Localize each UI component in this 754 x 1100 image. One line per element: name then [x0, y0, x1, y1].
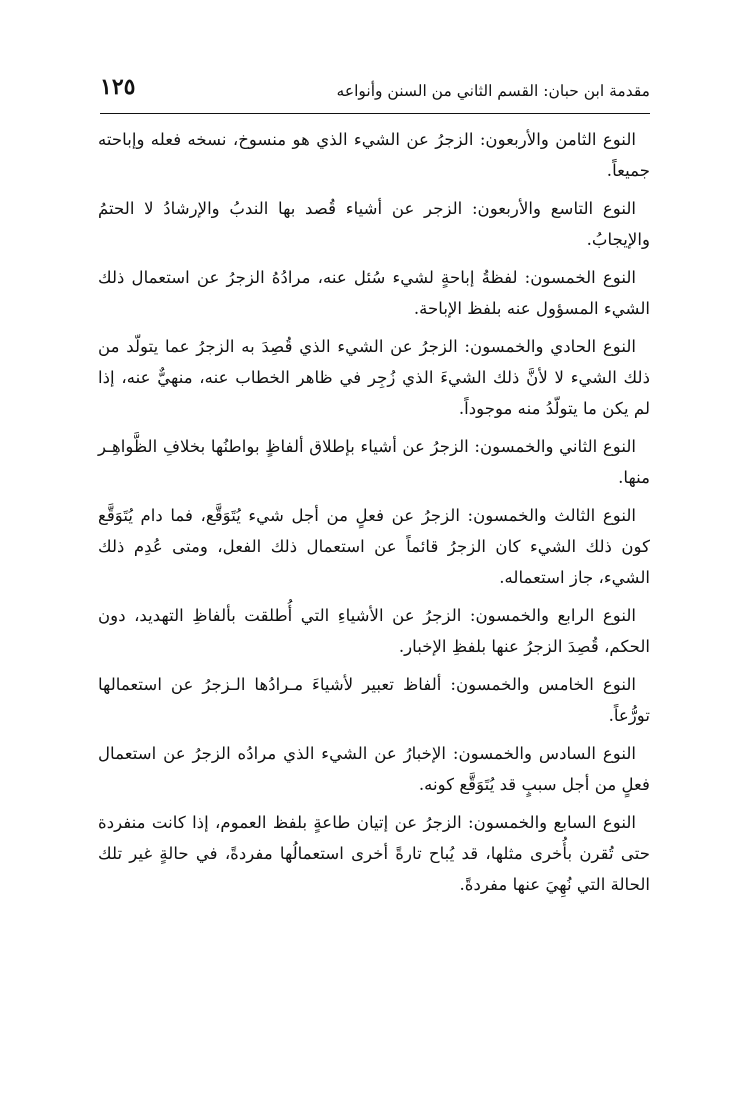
paragraph-type-53: النوع الثالث والخمسون: الزجرُ عن فعلٍ من أجل شيء يُتَوَقَّع، فما دام يُتَوَقَّع كون ذلك الشيء كان الزجرُ قائماً عن استعمال ذلك الفعل، ومتى عُدِم ذلك الشيء، جاز استعماله. — [98, 506, 650, 587]
paragraph-type-57: النوع السابع والخمسون: الزجرُ عن إتيان طاعةٍ بلفظ العموم، إذا كانت منفردة حتى تُقرن بأُخرى مثلها، قد يُباح تارةً أخرى استعمالُها مفردةً، في حالةٍ غير تلك الحالة التي نُهِيَ عنها مفردةً. — [98, 813, 650, 894]
running-header — [100, 72, 650, 108]
header-rule — [100, 113, 650, 114]
paragraph-type-49: النوع التاسع والأربعون: الزجر عن أشياء قُصد بها الندبُ والإرشادُ لا الحتمُ والإيجابُ. — [98, 199, 650, 249]
paragraph-type-50: النوع الخمسون: لفظةُ إباحةٍ لشيء سُئل عنه، مرادُهُ الزجرُ عن استعمال ذلك الشيء المسؤول عنه بلفظ الإباحة. — [98, 268, 650, 318]
paragraph-type-56: النوع السادس والخمسون: الإخبارُ عن الشيء الذي مرادُه الزجرُ عن استعمال فعلٍ من أجل سببٍ قد يُتَوَقَّع كونه. — [98, 744, 650, 794]
paragraph-type-52: النوع الثاني والخمسون: الزجرُ عن أشياء بإطلاق ألفاظٍ بواطنُها بخلافِ الظَّواهِـر منها. — [98, 437, 650, 487]
paragraph-type-55: النوع الخامس والخمسون: ألفاظ تعبير لأشياءَ مـرادُها الـزجرُ عن استعمالها تورُّعاً. — [98, 675, 650, 725]
running-title: مقدمة ابن حبان: القسم الثاني من السنن وأنواعه — [336, 82, 650, 100]
paragraph-type-51: النوع الحادي والخمسون: الزجرُ عن الشيء الذي قُصِدَ به الزجرُ عما يتولّد من ذلك الشيء لا لأنَّ ذلك الشيءَ الذي زُجِر في ظاهر الخطاب عنه، منهيٌّ عنه، إذا لم يكن ما يتولّدُ منه موجوداً. — [98, 337, 650, 418]
paragraph-type-48: النوع الثامن والأربعون: الزجرُ عن الشيء الذي هو منسوخ، نسخه فعله وإباحته جميعاً. — [98, 130, 650, 180]
body-text — [98, 120, 650, 907]
page-number: ١٢٥ — [100, 74, 136, 100]
paragraph-type-54: النوع الرابع والخمسون: الزجرُ عن الأشياءِ التي أُطلقت بألفاظِ التهديد، دون الحكم، قُصِدَ الزجرُ عنها بلفظِ الإخبار. — [98, 606, 650, 656]
